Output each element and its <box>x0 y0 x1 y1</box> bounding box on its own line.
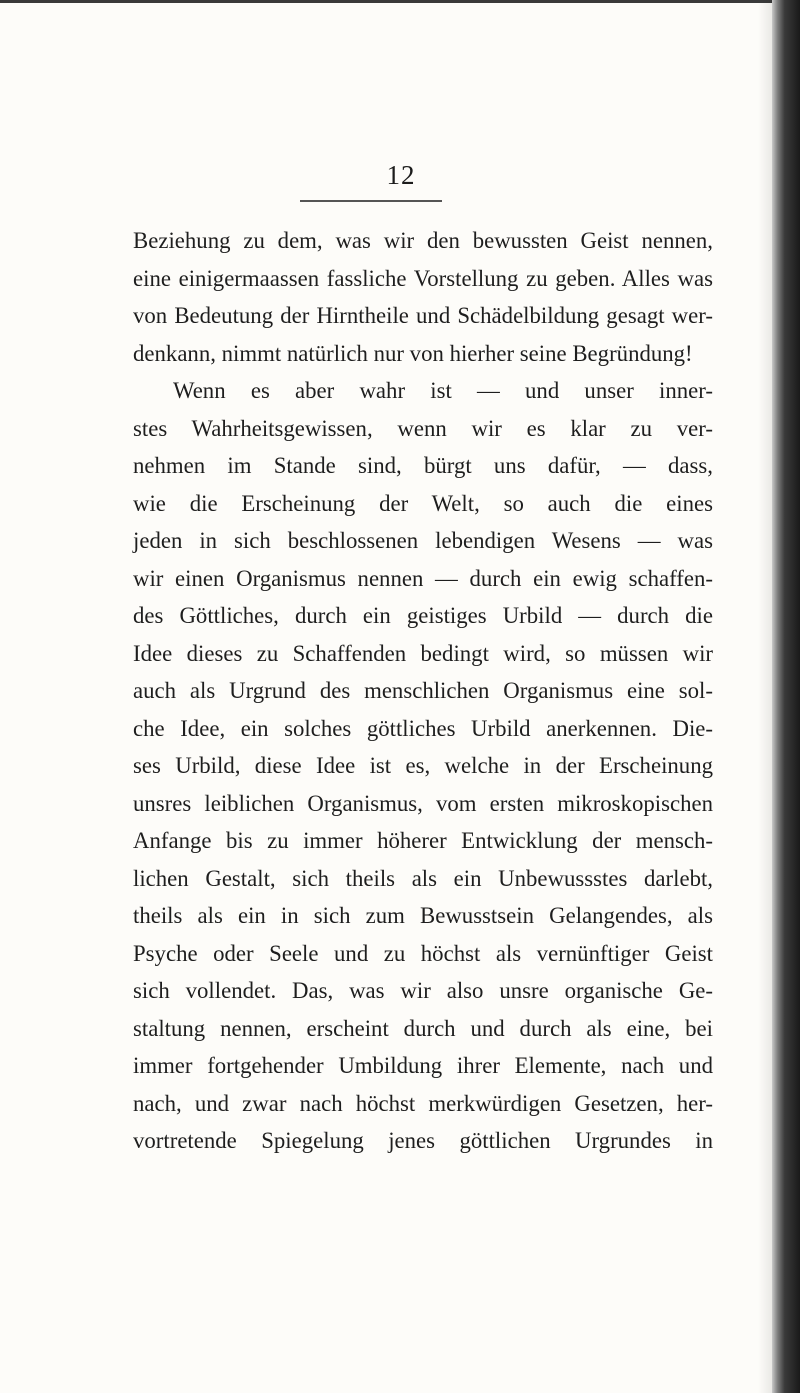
text-line: vortretende Spiegelung jenes göttlichen Urgrundes in <box>133 1128 713 1153</box>
text-line: wie die Erscheinung der Welt, so auch die eines <box>133 490 713 516</box>
text-line: Idee dieses zu Schaffenden bedingt wird, so müssen wir <box>133 640 713 666</box>
text-line: Wenn es aber wahr ist — und unser inner- <box>173 378 713 403</box>
text-line: immer fortgehender Umbildung ihrer Elemente, nach und <box>133 1053 713 1078</box>
book-binding-edge <box>772 0 800 1393</box>
text-line: eine einigermaassen fassliche Vorstellung zu geben. Alles was <box>133 265 713 291</box>
text-line: Anfange bis zu immer höherer Entwicklung der mensch- <box>133 828 713 853</box>
text-line: che Idee, ein solches göttliches Urbild anerkennen. Die- <box>133 715 713 741</box>
text-line: wir einen Organismus nennen — durch ein ewig schaffen- <box>133 565 713 591</box>
binding-shadow <box>758 0 772 1393</box>
text-line: nehmen im Stande sind, bürgt uns dafür, — dass, <box>133 453 713 478</box>
text-line: Beziehung zu dem, was wir den bewussten Geist nennen, <box>133 228 713 253</box>
top-edge <box>0 0 800 3</box>
text-line: ses Urbild, diese Idee ist es, welche in der Erscheinung <box>133 753 713 778</box>
text-line: staltung nennen, erscheint durch und durch als eine, bei <box>133 1015 713 1041</box>
text-line: Psyche oder Seele und zu höchst als vernünftiger Geist <box>133 940 713 966</box>
text-line: des Göttliches, durch ein geistiges Urbild — durch die <box>133 603 713 628</box>
text-line: jeden in sich beschlossenen lebendigen Wesens — was <box>133 528 713 553</box>
text-line: theils als ein in sich zum Bewusstsein Gelangendes, als <box>133 903 713 928</box>
text-line: unsres leiblichen Organismus, vom ersten mikroskopischen <box>133 790 713 816</box>
text-line: von Bedeutung der Hirntheile und Schädelbildung gesagt wer- <box>133 303 713 328</box>
text-line: denkann, nimmt natürlich nur von hierher seine Begründung! <box>133 340 693 366</box>
text-line: lichen Gestalt, sich theils als ein Unbewussstes darlebt, <box>133 865 713 891</box>
text-line: nach, und zwar nach höchst merkwürdigen Gesetzen, her- <box>133 1090 713 1116</box>
body-text <box>133 222 713 1160</box>
header-rule <box>300 200 442 202</box>
text-line: auch als Urgrund des menschlichen Organismus eine sol- <box>133 678 713 703</box>
page-number: 12 <box>386 160 416 190</box>
text-line: sich vollendet. Das, was wir also unsre organische Ge- <box>133 978 713 1003</box>
text-line: stes Wahrheitsgewissen, wenn wir es klar zu ver- <box>133 415 713 441</box>
